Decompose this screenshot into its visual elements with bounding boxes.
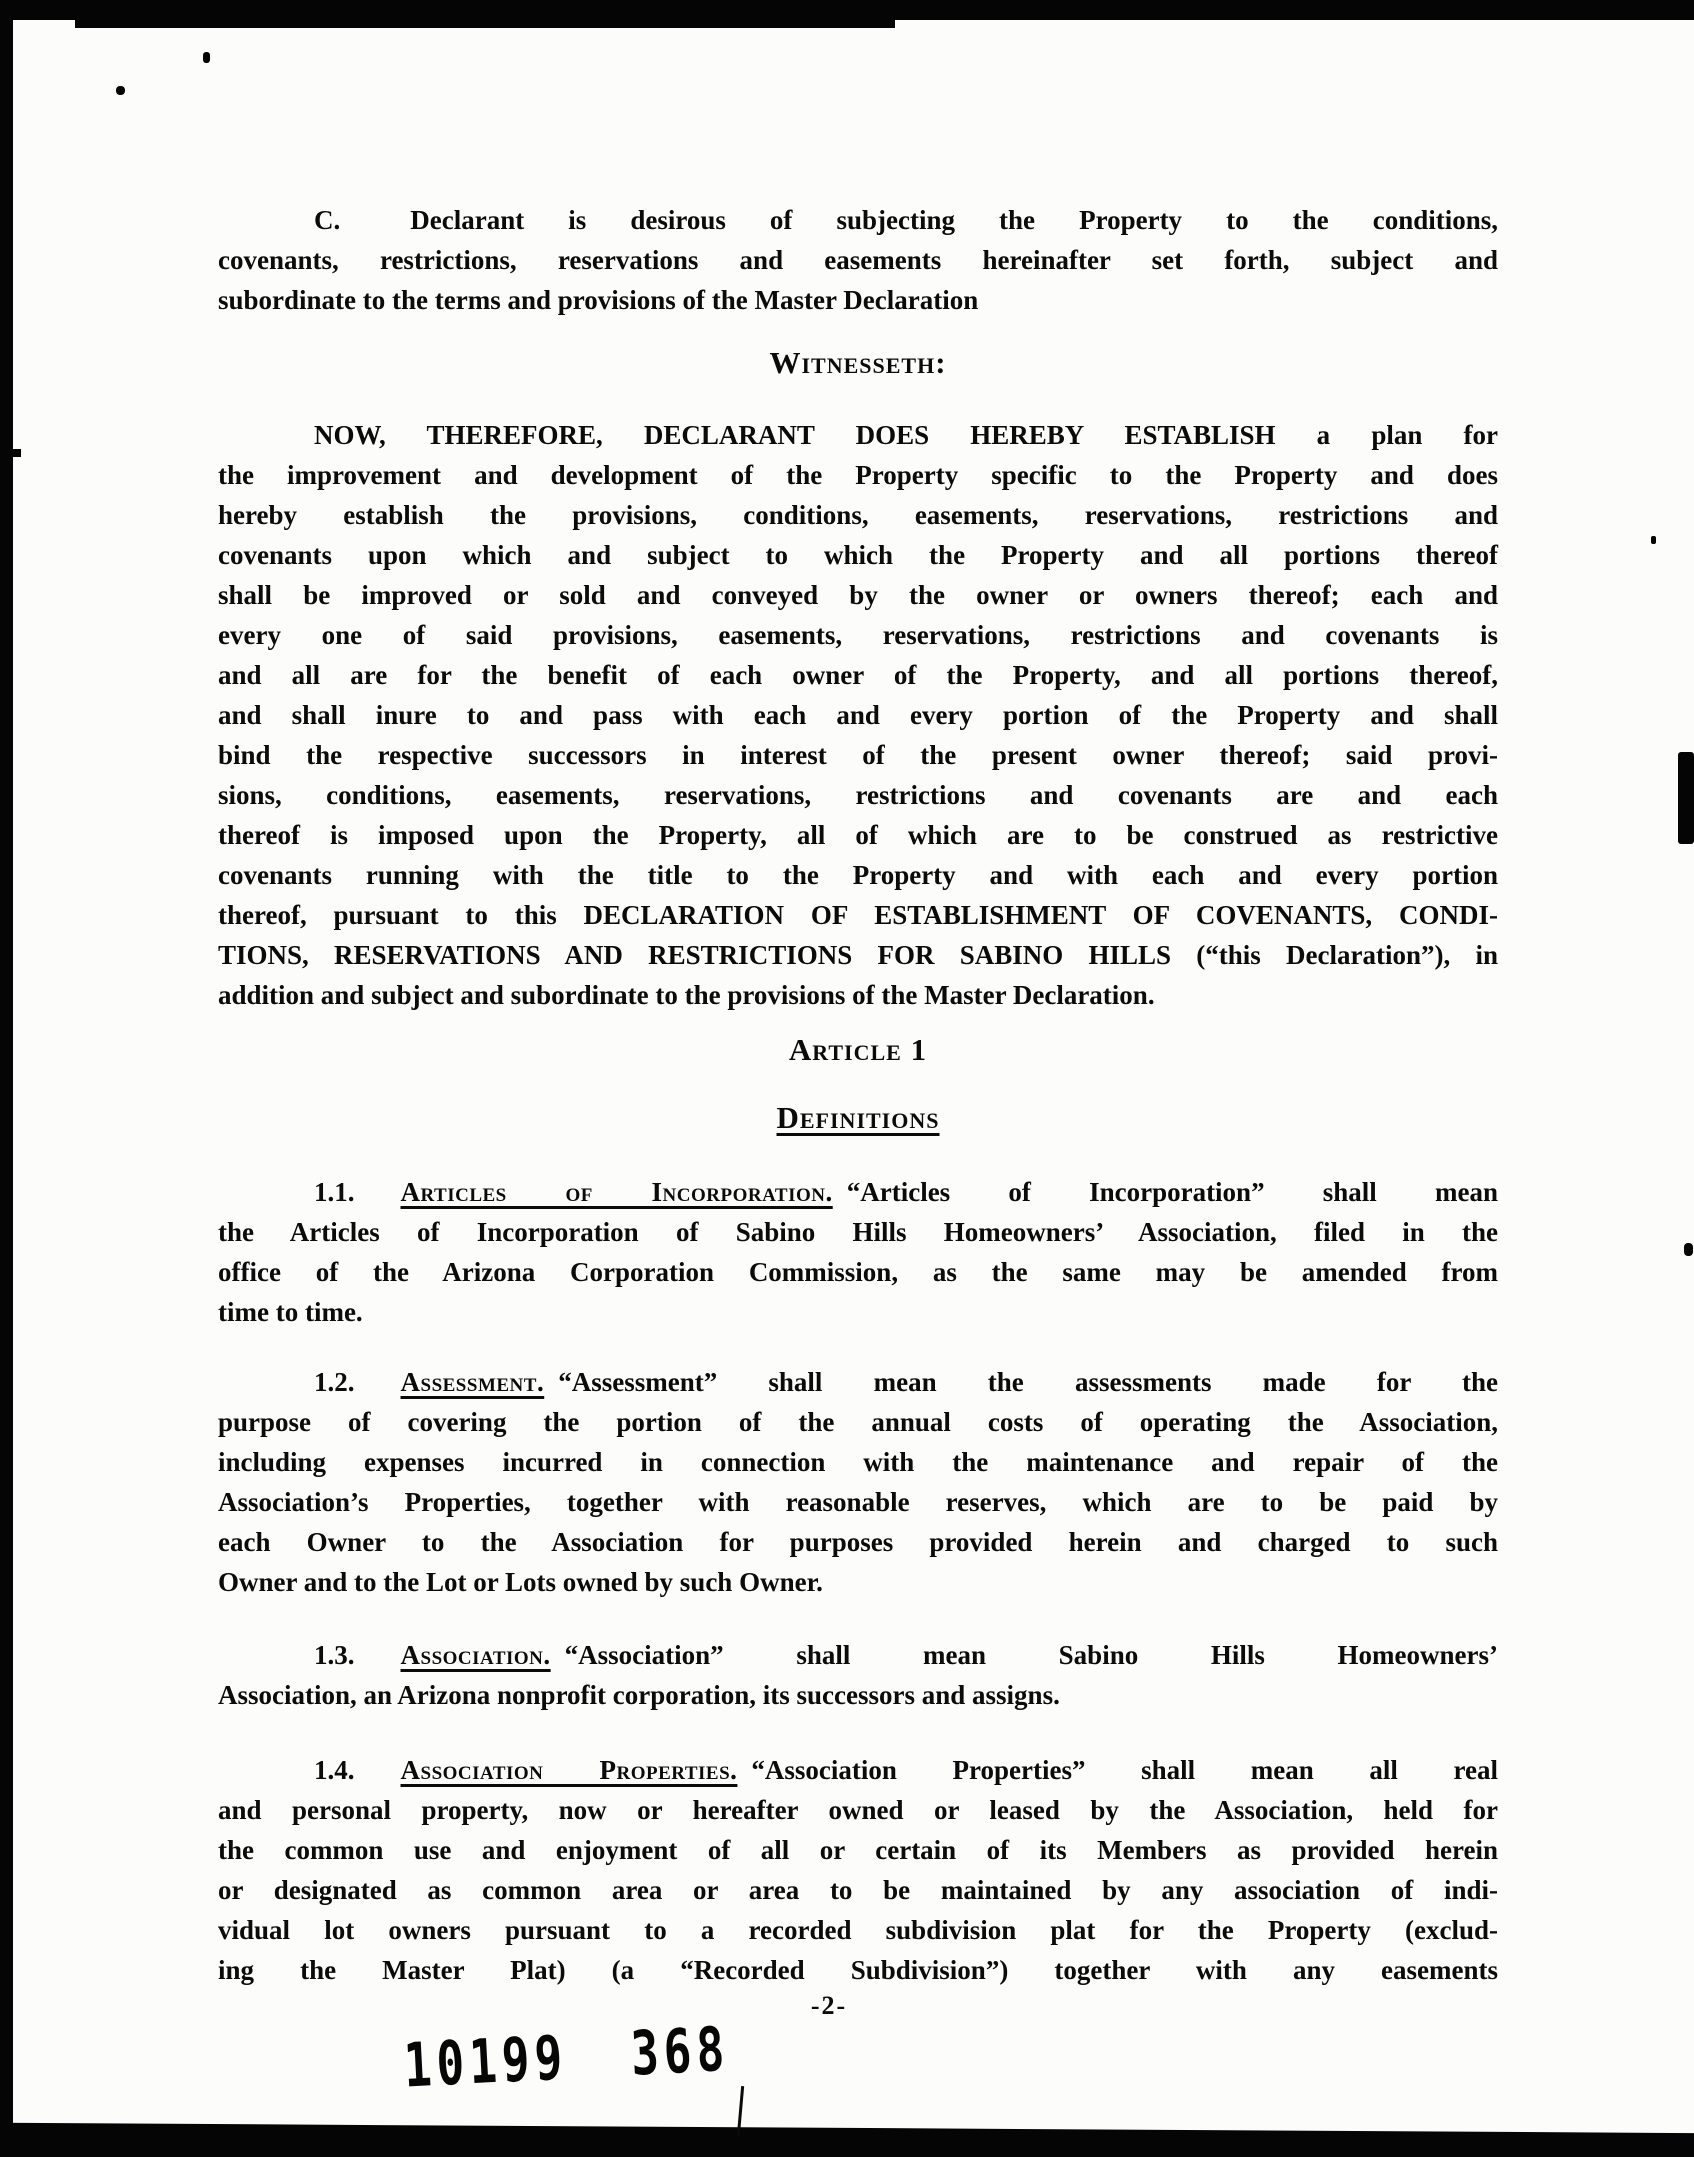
section-number: 1.3. <box>314 1640 355 1670</box>
paragraph-now-therefore <box>218 415 1498 1015</box>
right-edge-blob <box>1678 752 1694 844</box>
text-line: TIONS, RESERVATIONS AND RESTRICTIONS FOR SABINO HILLS (“this Declaration”), in <box>218 940 1498 970</box>
text-line: covenants running with the title to the Property and with each and every portion <box>218 860 1498 890</box>
section-text: “Association Properties” shall mean all real <box>751 1755 1498 1785</box>
text-line: and shall inure to and pass with each and every portion of the Property and shall <box>218 700 1498 730</box>
recital-letter: C. <box>314 205 341 235</box>
left-margin-notch <box>8 449 21 457</box>
text-line: sions, conditions, easements, reservations, restrictions and covenants are and each <box>218 780 1498 810</box>
stamp-page-number: 368 <box>629 2012 731 2090</box>
recording-stamp <box>402 2013 731 2101</box>
defined-term: Articles of Incorporation. <box>400 1177 833 1207</box>
text-line: addition and subject and subordinate to the provisions of the Master Declaration. <box>218 980 1155 1010</box>
paragraph-lines <box>218 1790 1498 1990</box>
text-line: Association’s Properties, together with reasonable reserves, which are to be paid by <box>218 1487 1498 1517</box>
text-line: thereof is imposed upon the Property, all of which are to be construed as restrictive <box>218 820 1498 850</box>
paragraph-lines <box>218 240 1498 320</box>
text-line: ing the Master Plat) (a “Recorded Subdivision”) together with any easements <box>218 1955 1498 1985</box>
text-line: or designated as common area or area to be maintained by any association of indi- <box>218 1875 1498 1905</box>
section-number: 1.1. <box>314 1177 355 1207</box>
text-line: shall be improved or sold and conveyed by the owner or owners thereof; each and <box>218 580 1498 610</box>
text-line: subordinate to the terms and provisions of the Master Declaration <box>218 285 979 315</box>
text-line: bind the respective successors in interest of the present owner thereof; said provi- <box>218 740 1498 770</box>
defined-term: Association. <box>400 1640 551 1670</box>
text-line: purpose of covering the portion of the annual costs of operating the Association, <box>218 1407 1498 1437</box>
right-edge-dot <box>1684 1243 1693 1256</box>
paragraph-lines <box>218 1402 1498 1602</box>
text-line: Owner and to the Lot or Lots owned by such Owner. <box>218 1567 823 1597</box>
defined-term: Association Properties. <box>400 1755 738 1785</box>
left-border-bar <box>0 0 13 2157</box>
section-articles-of-incorporation <box>218 1172 1498 1332</box>
text-line: thereof, pursuant to this DECLARATION OF ESTABLISHMENT OF COVENANTS, CONDI- <box>218 900 1498 930</box>
section-first-line <box>218 1750 1498 1790</box>
paragraph-recital-c <box>218 200 1498 320</box>
speck <box>1651 536 1656 544</box>
section-text: “Articles of Incorporation” shall mean <box>846 1177 1498 1207</box>
speck <box>116 86 125 95</box>
article-1-heading: Article 1 <box>788 1032 928 1067</box>
text-line: the common use and enjoyment of all or certain of its Members as provided herein <box>218 1835 1498 1865</box>
stamp-docket-number: 10199 <box>402 2021 569 2102</box>
section-text: “Association” shall mean Sabino Hills Homeowners’ <box>564 1640 1498 1670</box>
text-line: each Owner to the Association for purposes provided herein and charged to such <box>218 1527 1498 1557</box>
page-number: -2- <box>810 1991 848 2020</box>
text-line: and all are for the benefit of each owner of the Property, and all portions thereof, <box>218 660 1498 690</box>
defined-term: Assessment. <box>400 1367 545 1397</box>
paragraph-lines <box>218 1675 1498 1715</box>
top-border-bar <box>0 0 1694 20</box>
section-first-line <box>218 1172 1498 1212</box>
section-association-properties <box>218 1750 1498 1990</box>
text-line: vidual lot owners pursuant to a recorded subdivision plat for the Property (exclud- <box>218 1915 1498 1945</box>
section-first-line <box>218 1362 1498 1402</box>
text-line: office of the Arizona Corporation Commission, as the same may be amended from <box>218 1257 1498 1287</box>
section-number: 1.4. <box>314 1755 355 1785</box>
text-line: every one of said provisions, easements, reservations, restrictions and covenants is <box>218 620 1498 650</box>
section-text: “Assessment” shall mean the assessments made for the <box>558 1367 1498 1397</box>
text-line: covenants upon which and subject to which the Property and all portions thereof <box>218 540 1498 570</box>
text-line: the improvement and development of the Property specific to the Property and does <box>218 460 1498 490</box>
bottom-border-bar <box>0 2123 1694 2157</box>
text-line: hereby establish the provisions, conditions, easements, reservations, restrictions and <box>218 500 1498 530</box>
top-border-bar-thick <box>75 18 895 28</box>
witnesseth-heading: Witnesseth: <box>769 345 947 380</box>
text-line: the Articles of Incorporation of Sabino Hills Homeowners’ Association, filed in the <box>218 1217 1498 1247</box>
text-line: NOW, THEREFORE, DECLARANT DOES HEREBY ESTABLISH a plan for <box>314 420 1498 450</box>
text-line: time to time. <box>218 1297 363 1327</box>
section-assessment <box>218 1362 1498 1602</box>
section-first-line <box>218 1635 1498 1675</box>
text-line: including expenses incurred in connection with the maintenance and repair of the <box>218 1447 1498 1477</box>
text-line: Association, an Arizona nonprofit corporation, its successors and assigns. <box>218 1680 1060 1710</box>
section-number: 1.2. <box>314 1367 355 1397</box>
definitions-heading: Definitions <box>776 1100 940 1135</box>
text-line: covenants, restrictions, reservations and easements hereinafter set forth, subject and <box>218 245 1498 275</box>
speck <box>203 52 210 63</box>
paragraph-lines <box>218 1212 1498 1332</box>
section-association <box>218 1635 1498 1715</box>
paragraph-lines <box>218 415 1498 1015</box>
recital-text: Declarant is desirous of subjecting the Property to the conditions, <box>410 205 1498 235</box>
text-line <box>218 200 1498 240</box>
text-line: and personal property, now or hereafter owned or leased by the Association, held for <box>218 1795 1498 1825</box>
